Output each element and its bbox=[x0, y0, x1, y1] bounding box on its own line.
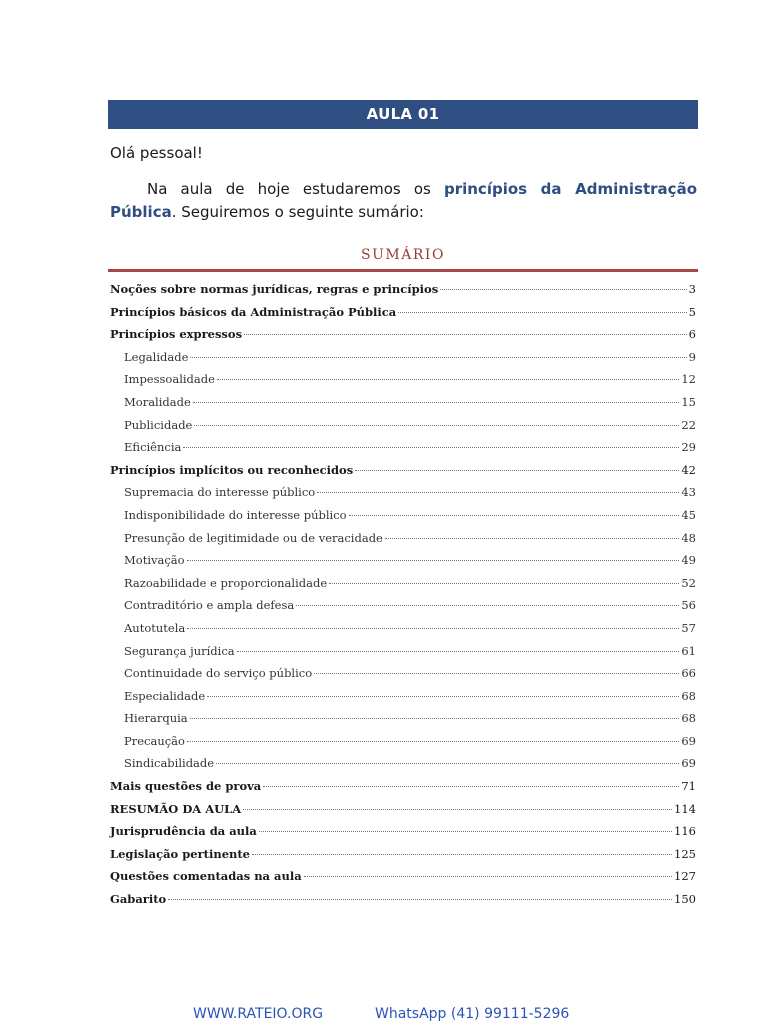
toc-entry[interactable] bbox=[110, 305, 696, 328]
toc-leader-dots bbox=[355, 470, 679, 471]
toc-leader-dots bbox=[194, 425, 679, 426]
toc-leader-dots bbox=[314, 673, 679, 674]
toc-entry-label: Contraditório e ampla defesa bbox=[124, 598, 295, 613]
toc-leader-dots bbox=[244, 334, 687, 335]
toc-entry[interactable] bbox=[110, 463, 696, 486]
lesson-title-banner: AULA 01 bbox=[108, 100, 698, 129]
toc-entry-label: Jurisprudência da aula bbox=[110, 824, 257, 839]
toc-entry-label: Motivação bbox=[124, 553, 185, 568]
toc-entry-label: Publicidade bbox=[124, 417, 193, 432]
toc-leader-dots bbox=[304, 876, 672, 877]
toc-entry[interactable] bbox=[110, 869, 696, 892]
intro-paragraph bbox=[110, 178, 697, 224]
toc-entry[interactable] bbox=[110, 553, 696, 576]
toc-leader-dots bbox=[217, 379, 679, 380]
toc-entry[interactable] bbox=[110, 756, 696, 779]
toc-entry-page: 57 bbox=[681, 620, 696, 635]
toc-entry[interactable] bbox=[110, 598, 696, 621]
toc-leader-dots bbox=[190, 357, 686, 358]
footer-site-link[interactable]: WWW.RATEIO.ORG bbox=[193, 1006, 324, 1022]
toc-leader-dots bbox=[296, 605, 679, 606]
toc-leader-dots bbox=[216, 763, 679, 764]
toc-entry-label: Impessoalidade bbox=[124, 372, 215, 387]
toc-leader-dots bbox=[263, 786, 679, 787]
toc-entry-label: Supremacia do interesse público bbox=[124, 485, 316, 500]
toc-entry-label: Continuidade do serviço público bbox=[124, 666, 313, 681]
toc-entry-page: 42 bbox=[681, 462, 696, 477]
toc-entry-page: 116 bbox=[674, 824, 696, 839]
toc-entry-page: 5 bbox=[688, 304, 696, 319]
toc-entry[interactable] bbox=[110, 644, 696, 667]
table-of-contents bbox=[110, 282, 696, 915]
toc-entry-label: Razoabilidade e proporcionalidade bbox=[124, 575, 328, 590]
toc-entry[interactable] bbox=[110, 689, 696, 712]
toc-leader-dots bbox=[385, 538, 679, 539]
toc-entry[interactable] bbox=[110, 802, 696, 825]
toc-leader-dots bbox=[190, 718, 680, 719]
toc-leader-dots bbox=[237, 651, 680, 652]
toc-entry[interactable] bbox=[110, 485, 696, 508]
toc-entry-page: 69 bbox=[681, 756, 696, 771]
toc-entry-page: 29 bbox=[681, 440, 696, 455]
toc-entry[interactable] bbox=[110, 372, 696, 395]
toc-leader-dots bbox=[440, 289, 686, 290]
toc-entry-label: Noções sobre normas jurídicas, regras e princípios bbox=[110, 282, 439, 296]
toc-entry[interactable] bbox=[110, 711, 696, 734]
toc-entry-label: Eficiência bbox=[124, 440, 182, 455]
toc-entry[interactable] bbox=[110, 779, 696, 802]
toc-entry-page: 45 bbox=[681, 507, 696, 522]
toc-entry[interactable] bbox=[110, 418, 696, 441]
toc-entry[interactable] bbox=[110, 440, 696, 463]
toc-entry-label: Indisponibilidade do interesse público bbox=[124, 507, 347, 522]
toc-entry-label: Mais questões de prova bbox=[110, 779, 262, 794]
toc-entry-page: 52 bbox=[681, 575, 696, 590]
toc-entry-label: Princípios implícitos ou reconhecidos bbox=[110, 462, 354, 477]
toc-entry-page: 22 bbox=[681, 417, 696, 432]
toc-leader-dots bbox=[398, 312, 686, 313]
toc-entry[interactable] bbox=[110, 395, 696, 418]
toc-entry[interactable] bbox=[110, 847, 696, 870]
toc-leader-dots bbox=[207, 696, 679, 697]
toc-entry[interactable] bbox=[110, 508, 696, 531]
toc-entry-page: 125 bbox=[674, 846, 696, 861]
toc-entry-label: Precaução bbox=[124, 733, 185, 748]
toc-entry-page: 6 bbox=[688, 327, 696, 342]
toc-entry-page: 61 bbox=[681, 643, 696, 658]
toc-entry-page: 49 bbox=[681, 553, 696, 568]
toc-entry[interactable] bbox=[110, 282, 696, 305]
footer-whatsapp-link[interactable]: WhatsApp (41) 99111-5296 bbox=[375, 1006, 570, 1022]
toc-entry-label: Gabarito bbox=[110, 892, 167, 907]
toc-entry[interactable] bbox=[110, 621, 696, 644]
toc-entry[interactable] bbox=[110, 666, 696, 689]
toc-leader-dots bbox=[193, 402, 680, 403]
toc-entry-page: 12 bbox=[681, 372, 696, 387]
toc-entry-page: 9 bbox=[688, 349, 696, 364]
toc-leader-dots bbox=[187, 628, 679, 629]
toc-leader-dots bbox=[349, 515, 680, 516]
toc-entry-label: Sindicabilidade bbox=[124, 756, 215, 771]
toc-entry-label: Legalidade bbox=[124, 349, 189, 364]
toc-leader-dots bbox=[187, 741, 679, 742]
toc-entry[interactable] bbox=[110, 824, 696, 847]
summary-title: SUMÁRIO bbox=[361, 247, 445, 263]
toc-entry[interactable] bbox=[110, 531, 696, 554]
toc-entry-page: 43 bbox=[681, 485, 696, 500]
toc-entry[interactable] bbox=[110, 576, 696, 599]
toc-entry-label: Hierarquia bbox=[124, 711, 188, 726]
toc-entry[interactable] bbox=[110, 350, 696, 373]
toc-entry-label: Especialidade bbox=[124, 688, 206, 703]
toc-entry-label: Presunção de legitimidade ou de veracidade bbox=[124, 530, 383, 545]
toc-leader-dots bbox=[329, 583, 679, 584]
toc-entry-page: 15 bbox=[681, 394, 696, 409]
intro-highlight: princípios da Administração Pública bbox=[110, 180, 697, 221]
toc-leader-dots bbox=[183, 447, 679, 448]
toc-entry-page: 56 bbox=[681, 598, 696, 613]
toc-entry-page: 150 bbox=[674, 892, 696, 907]
toc-entry-label: Moralidade bbox=[124, 394, 191, 409]
toc-leader-dots bbox=[243, 809, 672, 810]
toc-entry-page: 48 bbox=[681, 530, 696, 545]
toc-leader-dots bbox=[317, 492, 679, 493]
toc-entry-label: RESUMÃO DA AULA bbox=[110, 801, 242, 816]
toc-entry-page: 66 bbox=[681, 666, 696, 681]
toc-entry-label: Legislação pertinente bbox=[110, 846, 250, 861]
toc-entry-page: 127 bbox=[674, 869, 696, 884]
intro-text-before: Na aula de hoje estudaremos os bbox=[147, 180, 444, 198]
toc-entry-page: 69 bbox=[681, 733, 696, 748]
toc-leader-dots bbox=[259, 831, 672, 832]
toc-entry-label: Questões comentadas na aula bbox=[110, 869, 302, 884]
toc-entry-page: 114 bbox=[674, 801, 696, 816]
toc-entry-page: 68 bbox=[681, 711, 696, 726]
summary-divider bbox=[108, 269, 698, 272]
toc-entry[interactable] bbox=[110, 892, 696, 915]
toc-entry-page: 68 bbox=[681, 688, 696, 703]
greeting-text: Olá pessoal! bbox=[110, 144, 203, 162]
toc-leader-dots bbox=[168, 899, 672, 900]
toc-entry-label: Princípios básicos da Administração Pública bbox=[110, 304, 397, 319]
toc-entry-label: Autotutela bbox=[124, 620, 186, 635]
toc-entry-label: Segurança jurídica bbox=[124, 643, 235, 658]
toc-leader-dots bbox=[187, 560, 680, 561]
toc-entry[interactable] bbox=[110, 734, 696, 757]
toc-entry-page: 71 bbox=[681, 779, 696, 794]
toc-entry-label: Princípios expressos bbox=[110, 327, 243, 342]
toc-leader-dots bbox=[252, 854, 672, 855]
toc-entry[interactable] bbox=[110, 327, 696, 350]
toc-entry-page: 3 bbox=[688, 282, 696, 296]
intro-text-after: . Seguiremos o seguinte sumário: bbox=[171, 203, 424, 221]
